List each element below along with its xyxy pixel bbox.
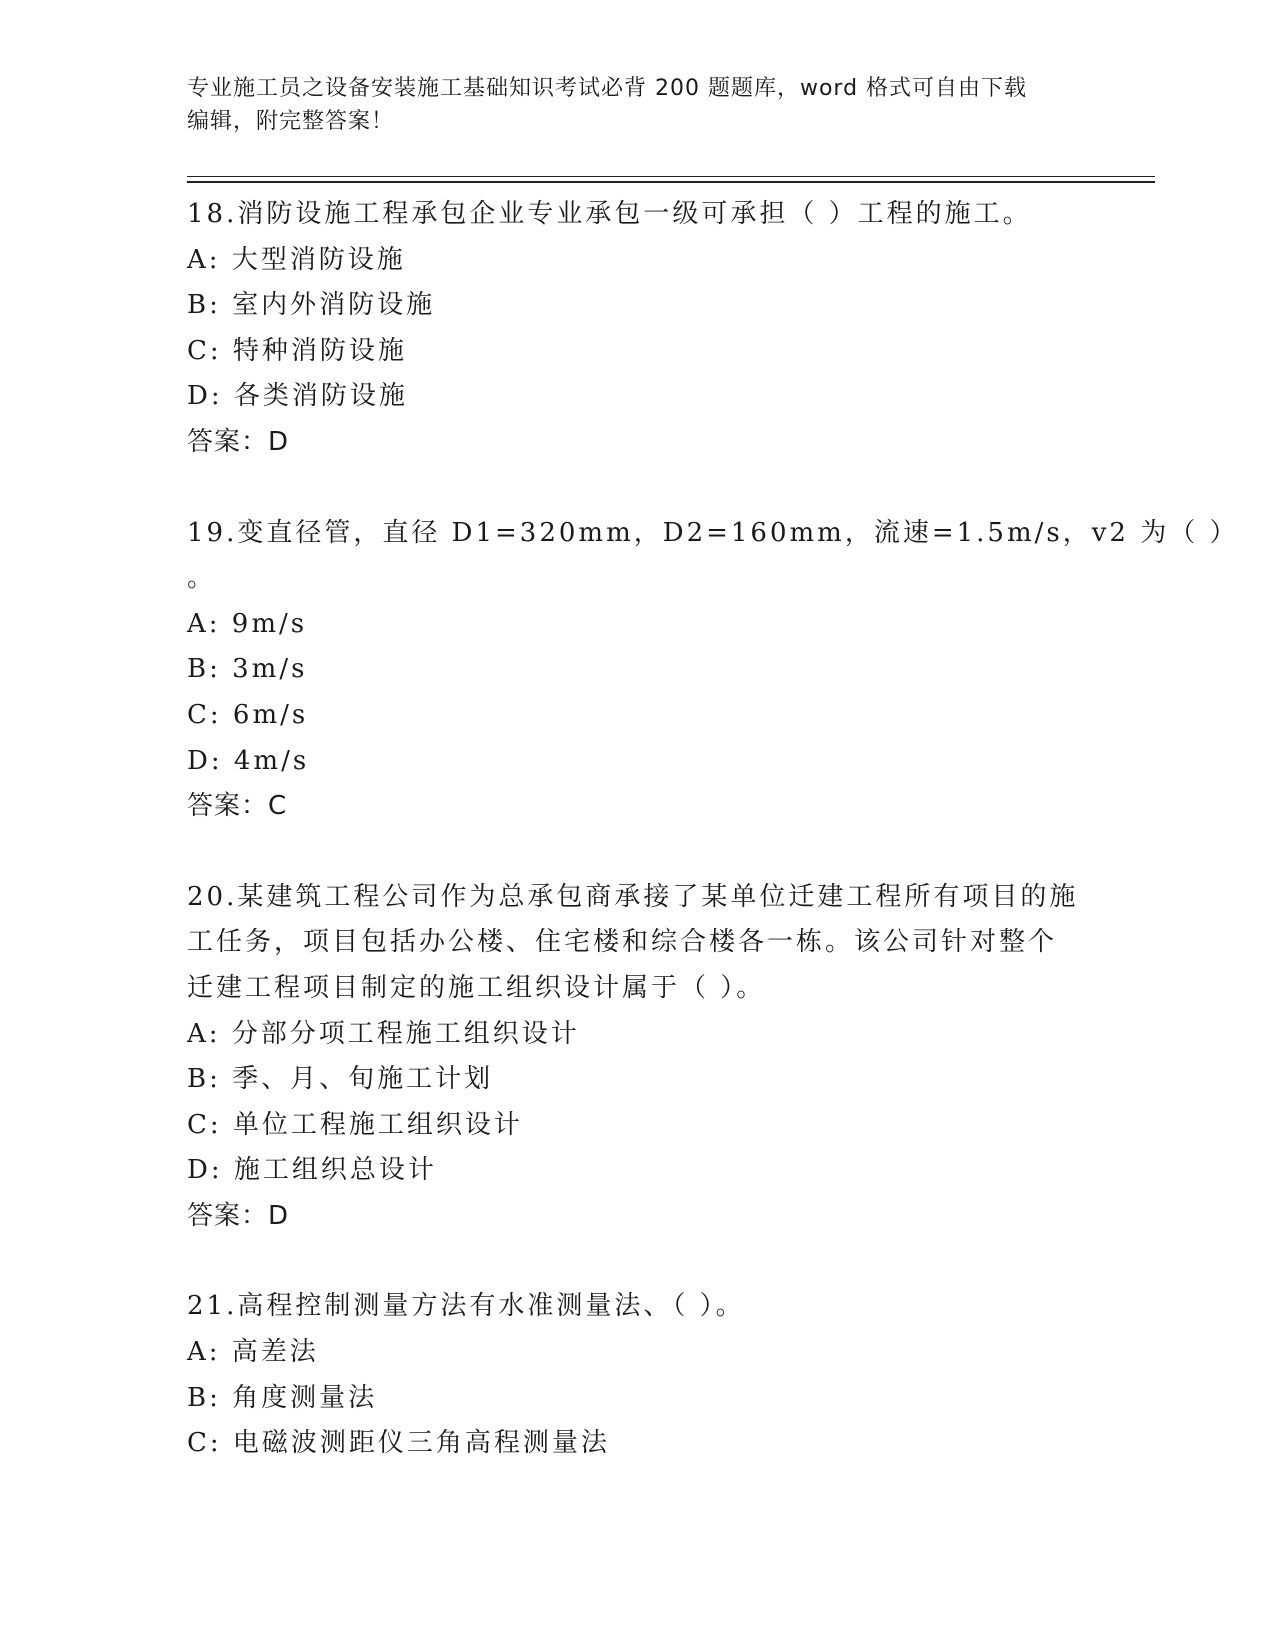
option-c: C: 电磁波测距仪三角高程测量法 — [187, 1428, 610, 1459]
header-divider-thin — [187, 176, 1155, 177]
option-b: B: 季、月、旬施工计划 — [187, 1064, 494, 1095]
question-21 — [187, 1284, 1087, 1466]
option-d: D: 4m/s — [187, 745, 310, 776]
option-b: B: 角度测量法 — [187, 1382, 378, 1413]
answer: 答案：D — [187, 426, 290, 457]
question-stem: 迁建工程项目制定的施工组织设计属于（ ）。 — [187, 972, 766, 1003]
question-list — [187, 192, 1239, 1467]
header-line: 编辑，附完整答案！ — [187, 109, 395, 134]
option-b: B: 室内外消防设施 — [187, 290, 436, 321]
option-a: A: 分部分项工程施工组织设计 — [187, 1018, 580, 1049]
option-d: D: 施工组织总设计 — [187, 1155, 437, 1186]
option-a: A: 大型消防设施 — [187, 244, 406, 275]
answer: 答案：D — [187, 1200, 290, 1231]
question-stem: 18.消防设施工程承包企业专业承包一级可承担（ ）工程的施工。 — [187, 199, 1032, 229]
option-b: B: 3m/s — [187, 654, 308, 685]
question-stem: 工任务，项目包括办公楼、住宅楼和综合楼各一栋。该公司针对整个 — [187, 927, 1058, 958]
option-c: C: 特种消防设施 — [187, 335, 407, 366]
question-stem: 20.某建筑工程公司作为总承包商承接了某单位迁建工程所有项目的施 — [187, 881, 1079, 912]
option-a: A: 9m/s — [187, 608, 308, 639]
question-stem: 。 — [187, 563, 217, 594]
header-line: 专业施工员之设备安装施工基础知识考试必背 200 题题库，word 格式可自由下载 — [187, 76, 1028, 101]
question-stem: 21.高程控制测量方法有水准测量法、（ ）。 — [187, 1291, 745, 1322]
option-c: C: 6m/s — [187, 699, 309, 730]
option-a: A: 高差法 — [187, 1337, 319, 1368]
option-d: D: 各类消防设施 — [187, 381, 408, 412]
question-stem: 19.变直径管，直径 D1=320mm，D2=160mm，流速=1.5m/s，v2 为（ ） — [187, 517, 1239, 548]
question-18 — [187, 192, 1087, 466]
header-divider-thick — [187, 181, 1155, 183]
document-header — [187, 72, 1087, 138]
answer: 答案：C — [187, 791, 288, 822]
option-c: C: 单位工程施工组织设计 — [187, 1109, 523, 1140]
question-20 — [187, 875, 1087, 1240]
question-19 — [187, 511, 1239, 830]
